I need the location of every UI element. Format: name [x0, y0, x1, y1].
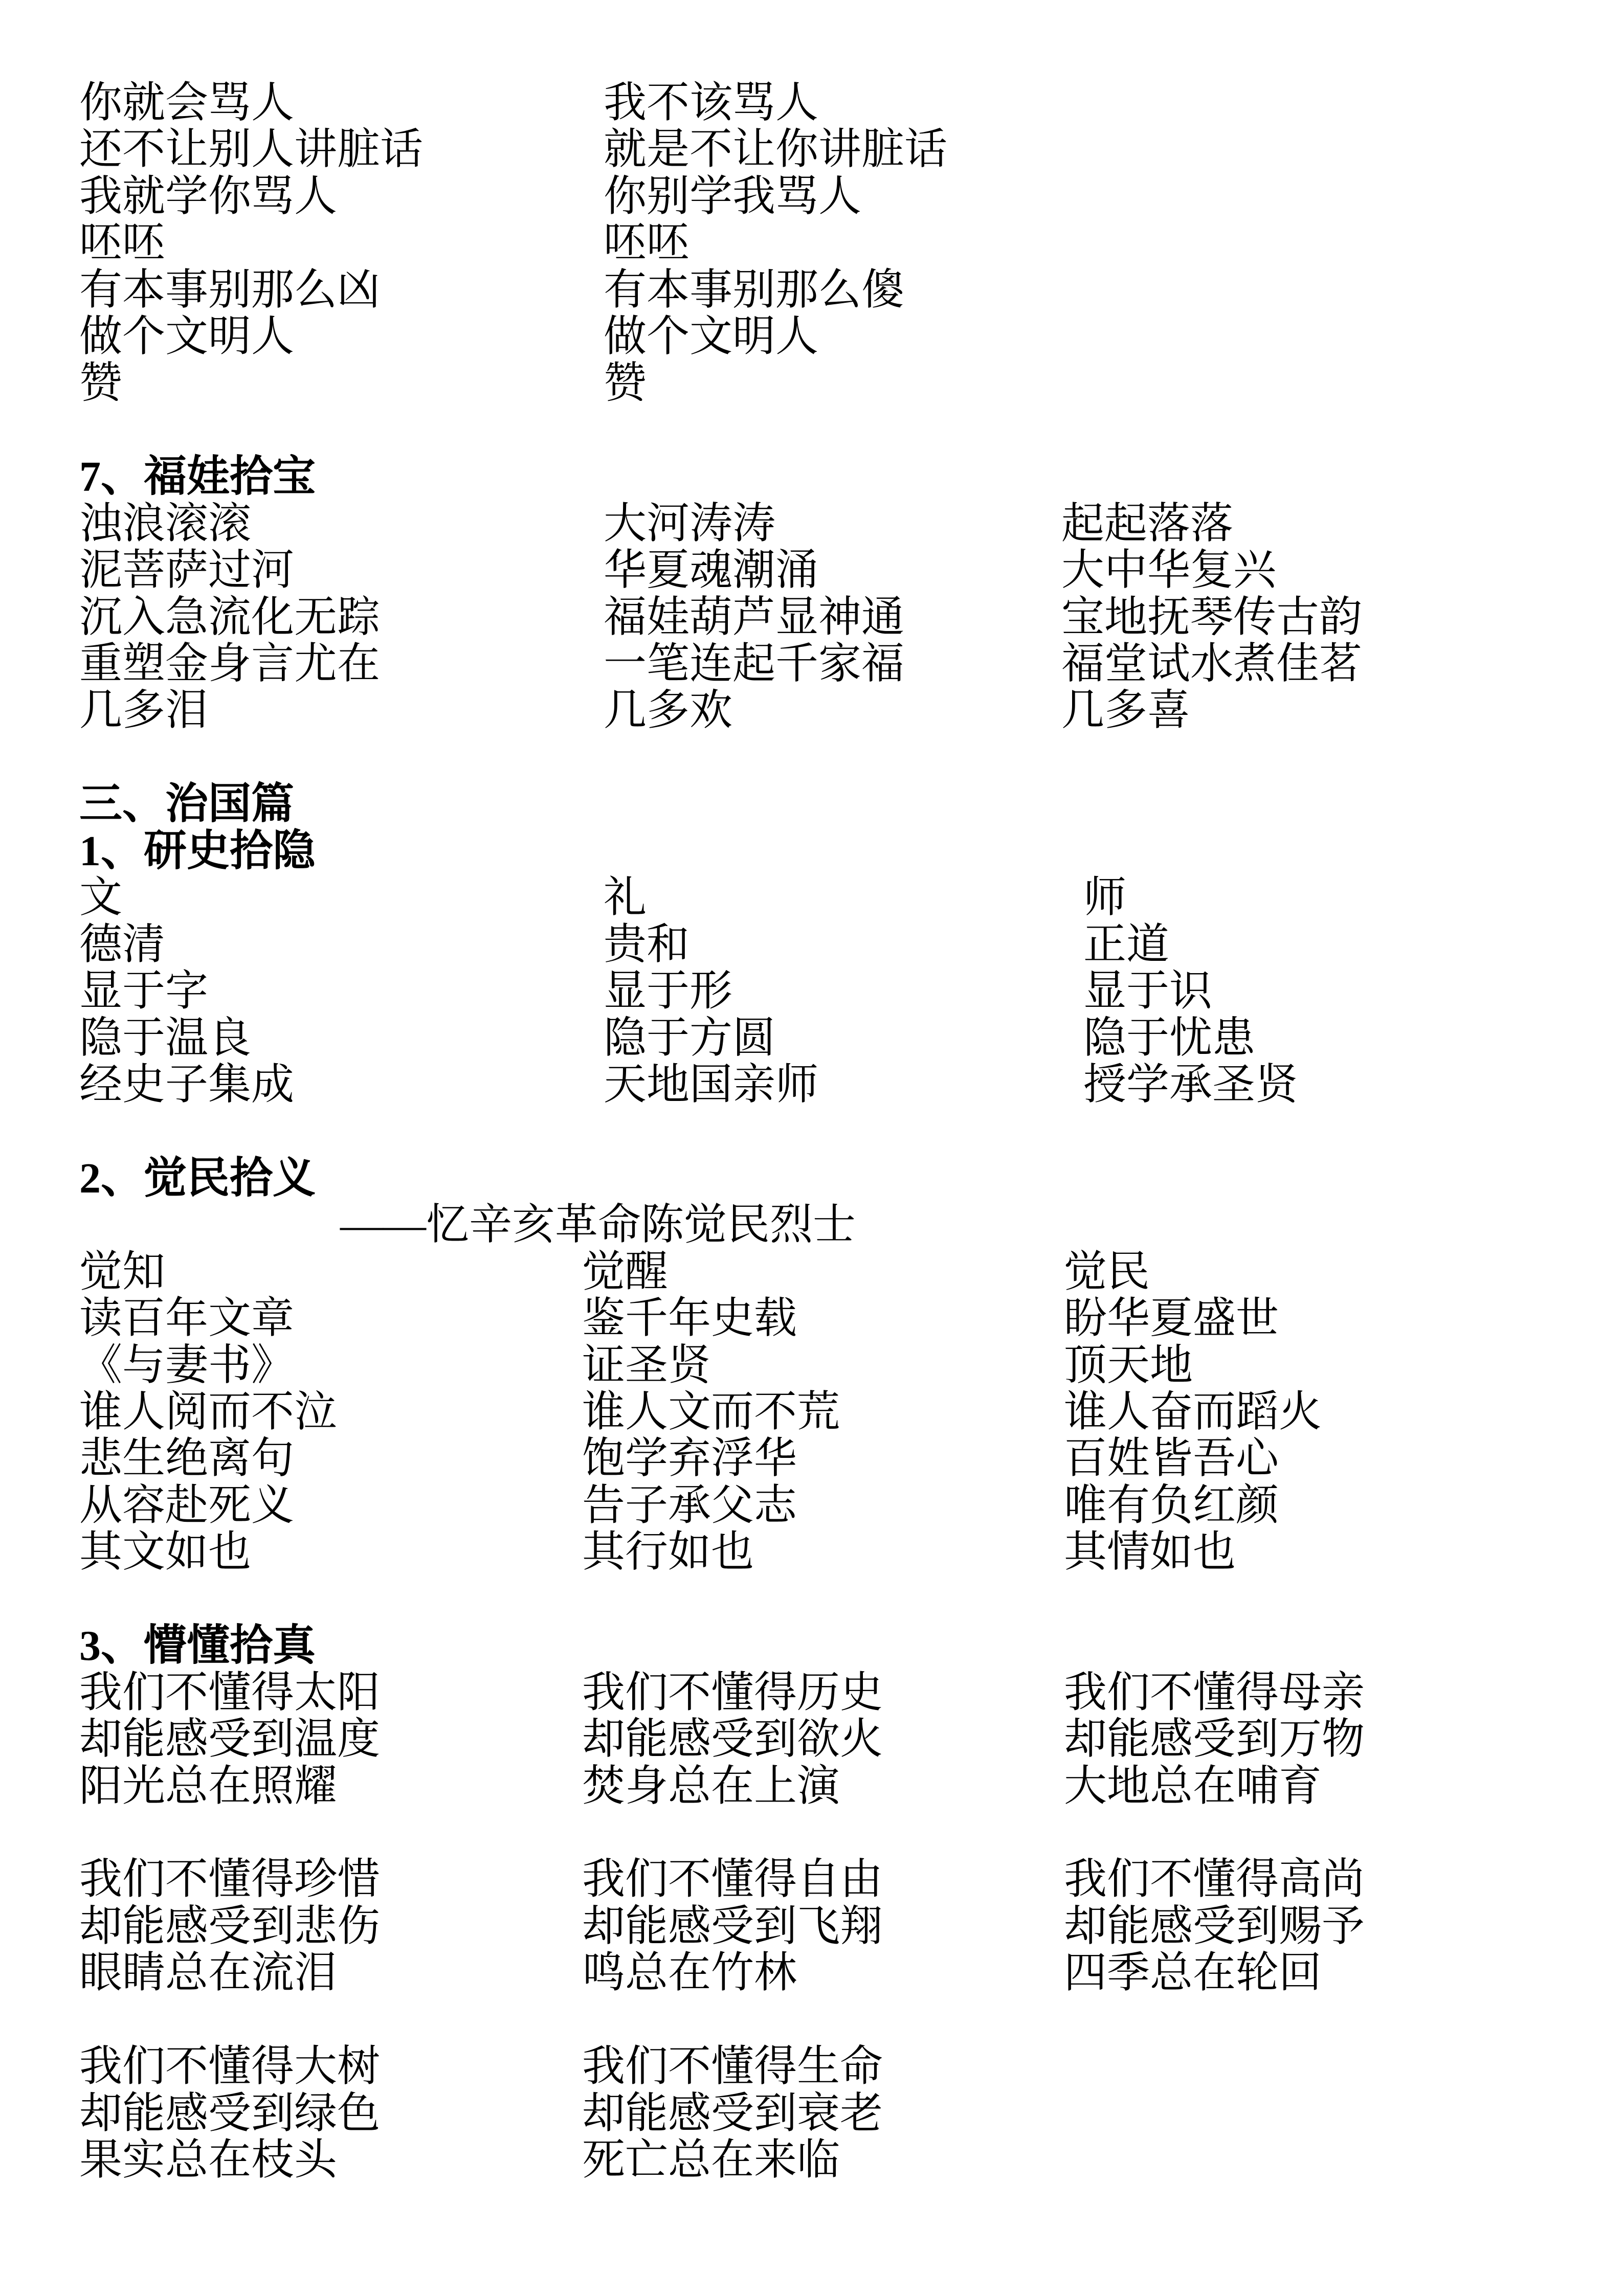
poem-line: 宝地抚琴传古韵	[1061, 594, 1363, 641]
poem-line: 礼	[604, 874, 647, 921]
poem-line: 唯有负红颜	[1064, 1482, 1279, 1529]
poem-line: 却能感受到赐予	[1064, 1903, 1365, 1950]
poem-line: 却能感受到飞翔	[582, 1903, 883, 1950]
poem-line: 大中华复兴	[1061, 547, 1277, 594]
poem-line: 赞	[79, 359, 123, 407]
poem-line: 觉民	[1064, 1248, 1150, 1296]
poem-line: 师	[1083, 874, 1127, 921]
poem-line: 你就会骂人	[79, 79, 295, 127]
poem-line: 我们不懂得母亲	[1064, 1669, 1365, 1717]
section-heading: 7、福娃拾宝	[79, 453, 316, 501]
poem-line: 文	[79, 874, 123, 921]
poem-line: 谁人文而不荒	[582, 1388, 840, 1436]
poem-line: 其文如也	[79, 1528, 252, 1576]
poem-line: 几多喜	[1061, 687, 1191, 734]
poem-line: 有本事别那么傻	[604, 266, 905, 314]
poem-line: 谁人奋而蹈火	[1064, 1388, 1322, 1436]
poem-line: 觉知	[79, 1248, 166, 1296]
poem-line: 却能感受到万物	[1064, 1716, 1365, 1763]
poem-line: 我就学你骂人	[79, 173, 338, 220]
poem-line: 觉醒	[582, 1248, 669, 1296]
section-heading: 1、研史拾隐	[79, 827, 316, 875]
poem-line: 浊浪滚滚	[79, 500, 252, 548]
poem-line: 阳光总在照耀	[79, 1763, 338, 1810]
poem-line: 焚身总在上演	[582, 1763, 840, 1810]
section-subtitle: ——忆辛亥革命陈觉民烈士	[340, 1201, 856, 1249]
poem-line: 德清	[79, 921, 166, 969]
poem-line: 沉入急流化无踪	[79, 594, 381, 641]
poem-line: 华夏魂潮涌	[604, 547, 819, 594]
poem-line: 天地国亲师	[604, 1061, 819, 1109]
poem-line: 我们不懂得历史	[582, 1669, 883, 1717]
poem-line: 做个文明人	[79, 313, 295, 361]
poem-line: 有本事别那么凶	[79, 266, 381, 314]
poem-line: 隐于温良	[79, 1015, 252, 1062]
poem-line: 我们不懂得太阳	[79, 1669, 381, 1717]
poem-line: 显于识	[1083, 967, 1213, 1015]
poem-line: 隐于方圆	[604, 1015, 776, 1062]
poem-line: 贵和	[604, 921, 690, 969]
poem-line: 经史子集成	[79, 1061, 295, 1109]
poem-line: 呸呸	[604, 219, 690, 267]
poem-line: 授学承圣贤	[1083, 1061, 1299, 1109]
poem-line: 证圣贤	[582, 1342, 711, 1389]
section-heading: 2、觉民拾义	[79, 1155, 316, 1202]
poem-line: 却能感受到欲火	[582, 1716, 883, 1763]
poem-line: 福娃葫芦显神通	[604, 594, 905, 641]
poem-line: 福堂试水煮佳茗	[1061, 640, 1363, 688]
poem-line: 却能感受到衰老	[582, 2090, 883, 2137]
poem-line: 饱学弃浮华	[582, 1435, 797, 1482]
poem-line: 起起落落	[1061, 500, 1234, 548]
poem-line: 我们不懂得珍惜	[79, 1856, 381, 1903]
poem-line: 《与妻书》	[79, 1342, 295, 1389]
poem-line: 我们不懂得大树	[79, 2043, 381, 2090]
poem-line: 几多欢	[604, 687, 733, 734]
poem-line: 我们不懂得生命	[582, 2043, 883, 2090]
poem-line: 呸呸	[79, 219, 166, 267]
poem-line: 其行如也	[582, 1528, 754, 1576]
poem-line: 显于字	[79, 967, 209, 1015]
poem-line: 谁人阅而不泣	[79, 1388, 338, 1436]
poem-line: 就是不让你讲脏话	[604, 126, 948, 173]
poem-line: 却能感受到绿色	[79, 2090, 381, 2137]
poem-line: 你别学我骂人	[604, 173, 862, 220]
poem-line: 其情如也	[1064, 1528, 1236, 1576]
poem-line: 我们不懂得自由	[582, 1856, 883, 1903]
poem-line: 重塑金身言尤在	[79, 640, 381, 688]
poem-line: 从容赴死义	[79, 1482, 295, 1529]
poem-line: 正道	[1083, 921, 1170, 969]
poem-line: 悲生绝离句	[79, 1435, 295, 1482]
poem-line: 四季总在轮回	[1064, 1949, 1322, 1997]
poem-line: 却能感受到悲伤	[79, 1903, 381, 1950]
poem-line: 显于形	[604, 967, 733, 1015]
poem-line: 眼睛总在流泪	[79, 1949, 338, 1997]
poem-line: 泥菩萨过河	[79, 547, 295, 594]
poem-line: 做个文明人	[604, 313, 819, 361]
poem-line: 鉴千年史载	[582, 1295, 797, 1342]
poem-line: 百姓皆吾心	[1064, 1435, 1279, 1482]
poem-line: 盼华夏盛世	[1064, 1295, 1279, 1342]
poem-line: 读百年文章	[79, 1295, 295, 1342]
poem-line: 鸣总在竹林	[582, 1949, 797, 1997]
poem-line: 果实总在枝头	[79, 2136, 338, 2184]
poem-line: 死亡总在来临	[582, 2136, 840, 2184]
poem-line: 一笔连起千家福	[604, 640, 905, 688]
poem-line: 却能感受到温度	[79, 1716, 381, 1763]
poem-line: 还不让别人讲脏话	[79, 126, 424, 173]
poem-line: 赞	[604, 359, 647, 407]
poem-line: 隐于忧患	[1083, 1015, 1256, 1062]
poem-line: 大地总在哺育	[1064, 1763, 1322, 1810]
part-heading: 三、治国篇	[79, 780, 295, 828]
poem-line: 告子承父志	[582, 1482, 797, 1529]
poem-line: 几多泪	[79, 687, 209, 734]
section-heading: 3、懵懂拾真	[79, 1622, 316, 1670]
poem-line: 大河涛涛	[604, 500, 776, 548]
poem-line: 我不该骂人	[604, 79, 819, 127]
poem-line: 我们不懂得高尚	[1064, 1856, 1365, 1903]
poem-line: 顶天地	[1064, 1342, 1193, 1389]
